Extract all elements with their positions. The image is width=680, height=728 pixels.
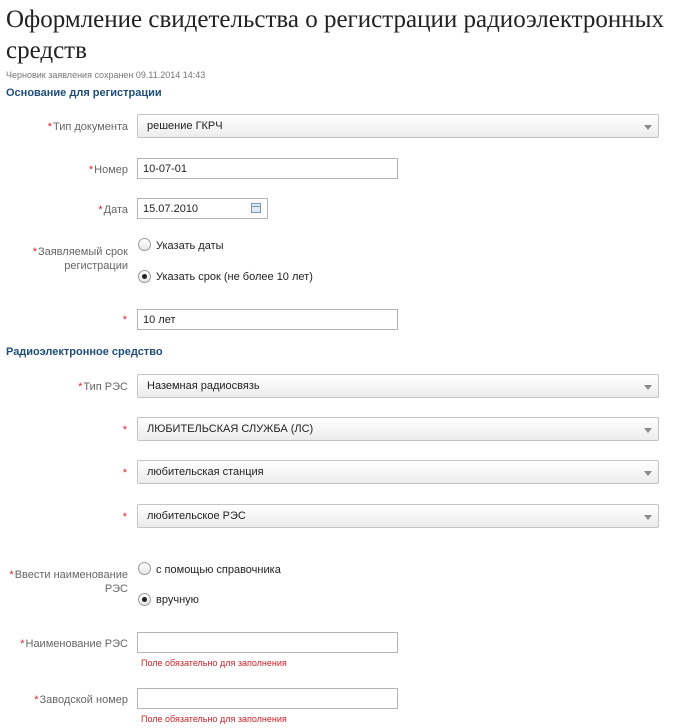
- name-mode-label: [4, 568, 128, 596]
- date-value: 15.07.2010: [143, 203, 199, 215]
- number-label: [4, 163, 128, 177]
- period-term-label[interactable]: Указать срок (не более 10 лет): [156, 271, 313, 283]
- doc-type-label-text: Тип документа: [52, 121, 128, 133]
- doc-type-label: [4, 120, 128, 134]
- term-label: [4, 313, 128, 327]
- res-kind-select[interactable]: [137, 504, 659, 528]
- res-type-select[interactable]: [137, 374, 659, 398]
- station-value: любительская станция: [147, 466, 264, 478]
- res-name-input[interactable]: [137, 632, 398, 653]
- required-mark: *: [88, 164, 94, 176]
- period-label: [4, 245, 128, 273]
- calendar-icon[interactable]: [251, 203, 261, 213]
- name-manual-radio[interactable]: [138, 593, 151, 606]
- period-term-radio[interactable]: [138, 270, 151, 283]
- service-select[interactable]: [137, 417, 659, 441]
- required-mark: *: [122, 424, 127, 436]
- chevron-down-icon: [644, 125, 652, 130]
- draft-status: Черновик заявления сохранен 09.11.2014 14:43: [6, 70, 206, 80]
- res-name-label: [4, 637, 128, 651]
- required-mark: *: [122, 511, 127, 523]
- required-mark: *: [122, 467, 127, 479]
- required-mark: *: [32, 246, 37, 258]
- service-label: [4, 423, 128, 437]
- required-mark: *: [47, 121, 52, 133]
- res-kind-value: любительское РЭС: [147, 510, 246, 522]
- doc-type-select[interactable]: [137, 114, 659, 138]
- serial-input[interactable]: [137, 688, 398, 709]
- station-label: [4, 466, 128, 480]
- required-mark: *: [34, 694, 39, 706]
- doc-type-value: решение ГКРЧ: [147, 120, 223, 132]
- res-name-label-text: Наименование РЭС: [25, 638, 128, 650]
- number-label-text: Номер: [94, 164, 128, 176]
- res-type-value: Наземная радиосвязь: [147, 380, 260, 392]
- name-directory-radio[interactable]: [138, 562, 151, 575]
- service-value: ЛЮБИТЕЛЬСКАЯ СЛУЖБА (ЛС): [147, 423, 314, 435]
- section-title-basis: Основание для регистрации: [6, 87, 162, 99]
- chevron-down-icon: [644, 515, 652, 520]
- chevron-down-icon: [644, 385, 652, 390]
- period-dates-radio[interactable]: [138, 238, 151, 251]
- chevron-down-icon: [644, 471, 652, 476]
- res-type-label-text: Тип РЭС: [83, 381, 128, 393]
- res-kind-label: [4, 510, 128, 524]
- serial-label: [4, 693, 128, 707]
- period-label-text: Заявляемый срок регистрации: [37, 246, 128, 272]
- res-name-error: Поле обязательно для заполнения: [141, 658, 287, 668]
- date-label: [4, 203, 128, 217]
- section-title-device: Радиоэлектронное средство: [6, 346, 163, 358]
- required-mark: *: [20, 638, 25, 650]
- serial-label-text: Заводской номер: [39, 694, 128, 706]
- required-mark: *: [78, 381, 83, 393]
- name-directory-label[interactable]: с помощью справочника: [156, 564, 281, 576]
- name-mode-label-text: Ввести наименование РЭС: [14, 569, 128, 595]
- name-manual-label[interactable]: вручную: [156, 594, 199, 606]
- number-value: 10-07-01: [143, 163, 188, 175]
- term-input[interactable]: [137, 309, 398, 330]
- required-mark: *: [98, 204, 103, 216]
- number-input[interactable]: [137, 158, 398, 179]
- page-title: Оформление свидетельства о регистрации радиоэлектронных средств: [6, 6, 664, 64]
- term-value: 10 лет: [143, 314, 176, 326]
- station-select[interactable]: [137, 460, 659, 484]
- required-mark: *: [122, 314, 127, 326]
- res-type-label: [4, 380, 128, 394]
- required-mark: *: [9, 569, 14, 581]
- date-label-text: Дата: [103, 204, 128, 216]
- serial-error: Поле обязательно для заполнения: [141, 714, 287, 724]
- period-dates-label[interactable]: Указать даты: [156, 240, 224, 252]
- date-input[interactable]: [137, 198, 268, 219]
- chevron-down-icon: [644, 428, 652, 433]
